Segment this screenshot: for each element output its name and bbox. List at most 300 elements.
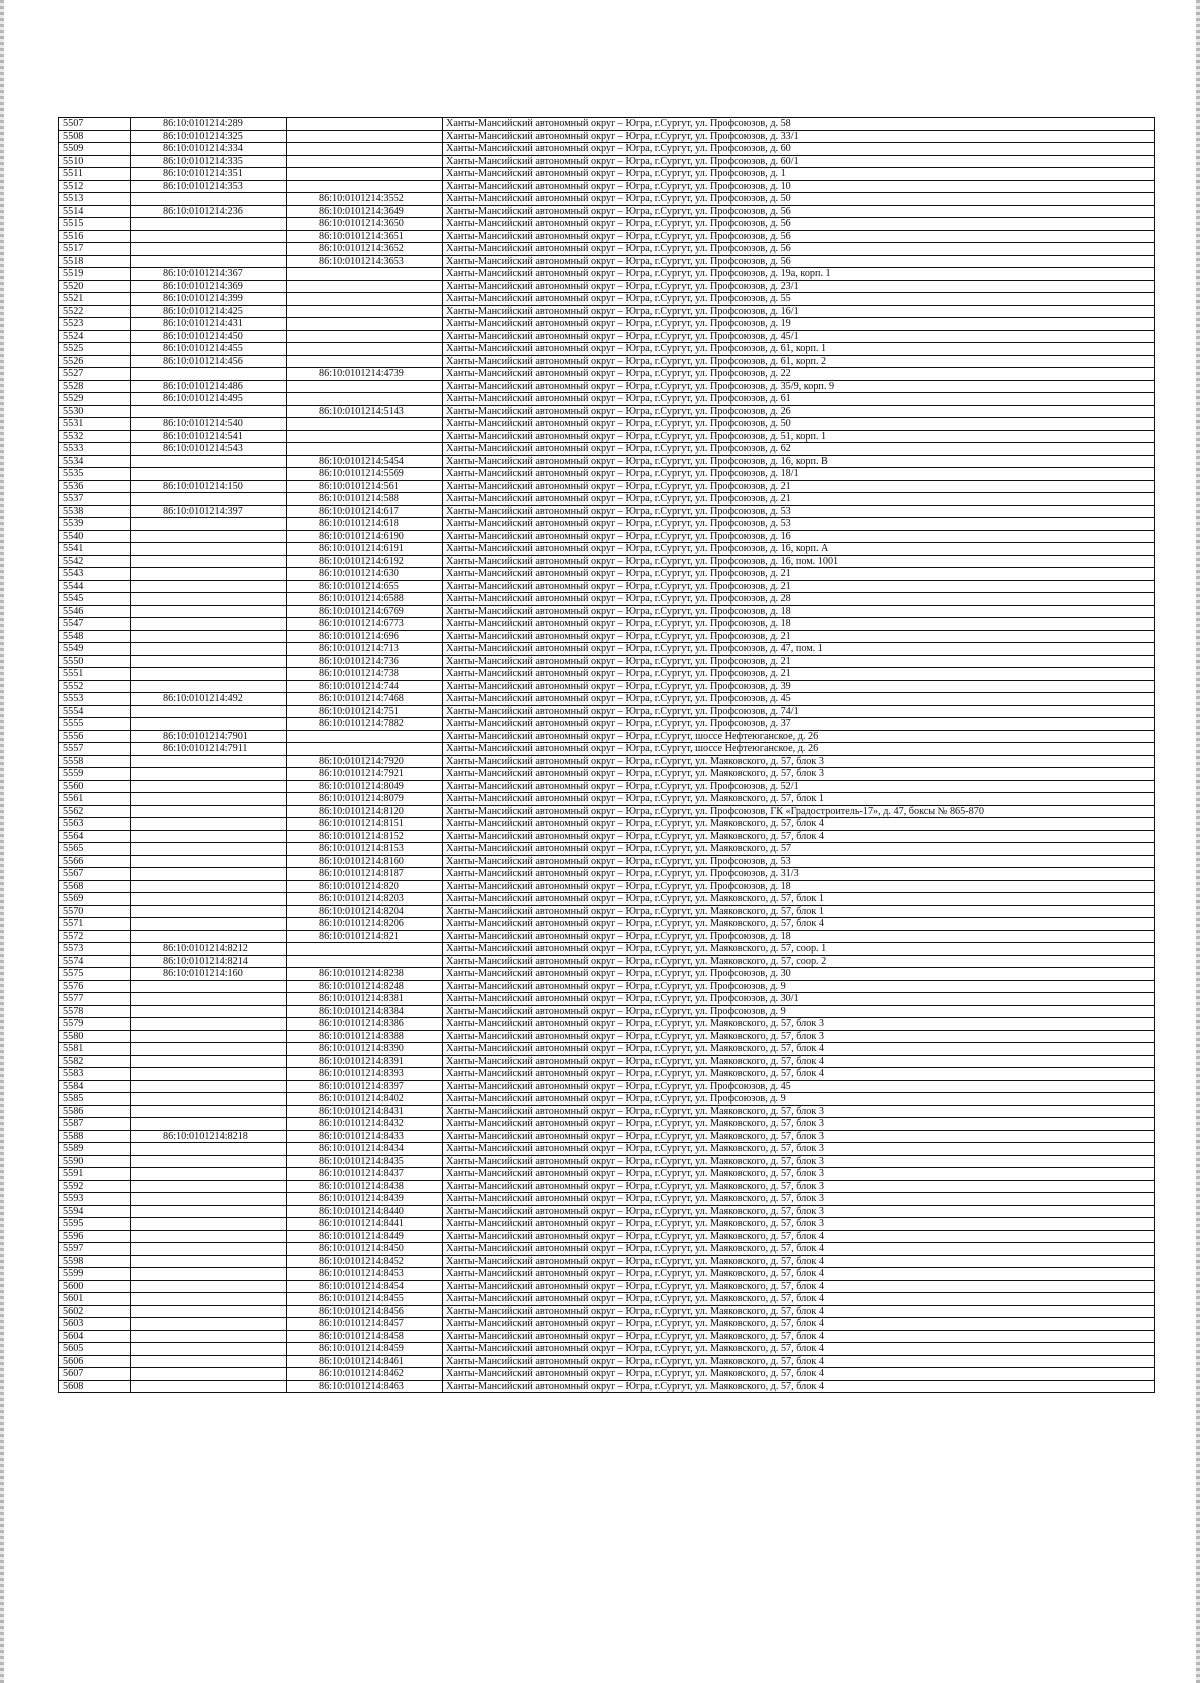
register-table (58, 117, 1155, 1393)
address-cell: Ханты-Мансийский автономный округ – Югра, г.Сургут, ул. Профсоюзов, д. 53 (443, 518, 1155, 531)
row-number-cell: 5568 (59, 880, 131, 893)
table-row (59, 180, 1155, 193)
address-cell: Ханты-Мансийский автономный округ – Югра, г.Сургут, ул. Профсоюзов, д. 35/9, корп. 9 (443, 380, 1155, 393)
address-cell: Ханты-Мансийский автономный округ – Югра, г.Сургут, ул. Маяковского, д. 57, блок 3 (443, 1155, 1155, 1168)
cadastral-number-cell: 86:10:0101214:335 (131, 155, 287, 168)
cadastral-number-cell (131, 1318, 287, 1331)
address-cell: Ханты-Мансийский автономный округ – Югра, г.Сургут, ул. Маяковского, д. 57, соор. 1 (443, 943, 1155, 956)
row-number-cell: 5564 (59, 830, 131, 843)
cadastral-number-cell (131, 1193, 287, 1206)
row-number-cell: 5552 (59, 680, 131, 693)
table-row (59, 643, 1155, 656)
address-cell: Ханты-Мансийский автономный округ – Югра, г.Сургут, ул. Маяковского, д. 57, блок 4 (443, 1043, 1155, 1056)
row-number-cell: 5567 (59, 868, 131, 881)
row-number-cell: 5513 (59, 193, 131, 206)
related-cadastral-number-cell: 86:10:0101214:6191 (287, 543, 443, 556)
address-cell: Ханты-Мансийский автономный округ – Югра, г.Сургут, ул. Профсоюзов, д. 18/1 (443, 468, 1155, 481)
row-number-cell: 5573 (59, 943, 131, 956)
table-row (59, 893, 1155, 906)
cadastral-number-cell (131, 1030, 287, 1043)
row-number-cell: 5562 (59, 805, 131, 818)
address-cell: Ханты-Мансийский автономный округ – Югра, г.Сургут, ул. Профсоюзов, д. 60 (443, 143, 1155, 156)
address-cell: Ханты-Мансийский автономный округ – Югра, г.Сургут, ул. Маяковского, д. 57 (443, 843, 1155, 856)
address-cell: Ханты-Мансийский автономный округ – Югра, г.Сургут, ул. Маяковского, д. 57, блок 1 (443, 893, 1155, 906)
cadastral-number-cell (131, 1155, 287, 1168)
related-cadastral-number-cell: 86:10:0101214:8463 (287, 1380, 443, 1393)
cadastral-number-cell (131, 580, 287, 593)
cadastral-number-cell (131, 230, 287, 243)
cadastral-number-cell (131, 1143, 287, 1156)
related-cadastral-number-cell: 86:10:0101214:8390 (287, 1043, 443, 1056)
address-cell: Ханты-Мансийский автономный округ – Югра, г.Сургут, ул. Профсоюзов, д. 61 (443, 393, 1155, 406)
address-cell: Ханты-Мансийский автономный округ – Югра, г.Сургут, шоссе Нефтеюганское, д. 26 (443, 730, 1155, 743)
cadastral-number-cell (131, 1180, 287, 1193)
address-cell: Ханты-Мансийский автономный округ – Югра, г.Сургут, шоссе Нефтеюганское, д. 26 (443, 743, 1155, 756)
table-row (59, 280, 1155, 293)
address-cell: Ханты-Мансийский автономный округ – Югра, г.Сургут, ул. Профсоюзов, д. 21 (443, 580, 1155, 593)
row-number-cell: 5539 (59, 518, 131, 531)
document-page (58, 117, 1155, 1393)
table-row (59, 868, 1155, 881)
row-number-cell: 5516 (59, 230, 131, 243)
cadastral-number-cell: 86:10:0101214:353 (131, 180, 287, 193)
cadastral-number-cell: 86:10:0101214:540 (131, 418, 287, 431)
table-row (59, 243, 1155, 256)
table-row (59, 1380, 1155, 1393)
related-cadastral-number-cell: 86:10:0101214:5454 (287, 455, 443, 468)
related-cadastral-number-cell (287, 130, 443, 143)
row-number-cell: 5605 (59, 1343, 131, 1356)
table-row (59, 1368, 1155, 1381)
related-cadastral-number-cell: 86:10:0101214:821 (287, 930, 443, 943)
cadastral-number-cell: 86:10:0101214:492 (131, 693, 287, 706)
table-row (59, 618, 1155, 631)
related-cadastral-number-cell: 86:10:0101214:8391 (287, 1055, 443, 1068)
cadastral-number-cell: 86:10:0101214:289 (131, 118, 287, 131)
cadastral-number-cell: 86:10:0101214:325 (131, 130, 287, 143)
row-number-cell: 5556 (59, 730, 131, 743)
table-row (59, 743, 1155, 756)
row-number-cell: 5580 (59, 1030, 131, 1043)
cadastral-number-cell (131, 993, 287, 1006)
address-cell: Ханты-Мансийский автономный округ – Югра, г.Сургут, ул. Маяковского, д. 57, блок 3 (443, 1118, 1155, 1131)
related-cadastral-number-cell (287, 330, 443, 343)
row-number-cell: 5563 (59, 818, 131, 831)
cadastral-number-cell (131, 1068, 287, 1081)
related-cadastral-number-cell: 86:10:0101214:6769 (287, 605, 443, 618)
table-row (59, 943, 1155, 956)
cadastral-number-cell (131, 905, 287, 918)
row-number-cell: 5591 (59, 1168, 131, 1181)
table-row (59, 968, 1155, 981)
related-cadastral-number-cell: 86:10:0101214:8434 (287, 1143, 443, 1156)
related-cadastral-number-cell: 86:10:0101214:8433 (287, 1130, 443, 1143)
row-number-cell: 5528 (59, 380, 131, 393)
table-row (59, 380, 1155, 393)
table-row (59, 405, 1155, 418)
table-row (59, 305, 1155, 318)
address-cell: Ханты-Мансийский автономный округ – Югра, г.Сургут, ул. Профсоюзов, д. 21 (443, 568, 1155, 581)
cadastral-number-cell (131, 918, 287, 931)
row-number-cell: 5560 (59, 780, 131, 793)
related-cadastral-number-cell: 86:10:0101214:8438 (287, 1180, 443, 1193)
cadastral-number-cell (131, 1118, 287, 1131)
related-cadastral-number-cell (287, 730, 443, 743)
related-cadastral-number-cell (287, 430, 443, 443)
row-number-cell: 5598 (59, 1255, 131, 1268)
cadastral-number-cell (131, 605, 287, 618)
cadastral-number-cell (131, 1080, 287, 1093)
related-cadastral-number-cell: 86:10:0101214:8431 (287, 1105, 443, 1118)
table-row (59, 193, 1155, 206)
cadastral-number-cell: 86:10:0101214:236 (131, 205, 287, 218)
cadastral-number-cell (131, 193, 287, 206)
related-cadastral-number-cell: 86:10:0101214:8153 (287, 843, 443, 856)
row-number-cell: 5521 (59, 293, 131, 306)
table-row (59, 455, 1155, 468)
cadastral-number-cell (131, 705, 287, 718)
cadastral-number-cell: 86:10:0101214:397 (131, 505, 287, 518)
table-row (59, 1205, 1155, 1218)
address-cell: Ханты-Мансийский автономный округ – Югра, г.Сургут, ул. Профсоюзов, д. 45 (443, 1080, 1155, 1093)
row-number-cell: 5537 (59, 493, 131, 506)
table-row (59, 205, 1155, 218)
related-cadastral-number-cell: 86:10:0101214:696 (287, 630, 443, 643)
cadastral-number-cell: 86:10:0101214:160 (131, 968, 287, 981)
row-number-cell: 5511 (59, 168, 131, 181)
address-cell: Ханты-Мансийский автономный округ – Югра, г.Сургут, ул. Профсоюзов, д. 56 (443, 205, 1155, 218)
table-row (59, 1043, 1155, 1056)
row-number-cell: 5525 (59, 343, 131, 356)
table-row (59, 568, 1155, 581)
row-number-cell: 5538 (59, 505, 131, 518)
related-cadastral-number-cell (287, 168, 443, 181)
address-cell: Ханты-Мансийский автономный округ – Югра, г.Сургут, ул. Маяковского, д. 57, блок 4 (443, 1318, 1155, 1331)
table-row (59, 793, 1155, 806)
related-cadastral-number-cell: 86:10:0101214:588 (287, 493, 443, 506)
row-number-cell: 5550 (59, 655, 131, 668)
row-number-cell: 5557 (59, 743, 131, 756)
address-cell: Ханты-Мансийский автономный округ – Югра, г.Сургут, ул. Профсоюзов, д. 28 (443, 593, 1155, 606)
table-row (59, 1355, 1155, 1368)
table-row (59, 1130, 1155, 1143)
table-row (59, 1268, 1155, 1281)
related-cadastral-number-cell: 86:10:0101214:8456 (287, 1305, 443, 1318)
related-cadastral-number-cell (287, 268, 443, 281)
address-cell: Ханты-Мансийский автономный округ – Югра, г.Сургут, ул. Профсоюзов, д. 53 (443, 505, 1155, 518)
row-number-cell: 5527 (59, 368, 131, 381)
related-cadastral-number-cell (287, 318, 443, 331)
table-row (59, 905, 1155, 918)
row-number-cell: 5544 (59, 580, 131, 593)
table-row (59, 1155, 1155, 1168)
cadastral-number-cell (131, 493, 287, 506)
row-number-cell: 5520 (59, 280, 131, 293)
address-cell: Ханты-Мансийский автономный округ – Югра, г.Сургут, ул. Профсоюзов, д. 50 (443, 418, 1155, 431)
table-row (59, 168, 1155, 181)
row-number-cell: 5599 (59, 1268, 131, 1281)
table-row (59, 1305, 1155, 1318)
row-number-cell: 5507 (59, 118, 131, 131)
address-cell: Ханты-Мансийский автономный округ – Югра, г.Сургут, ул. Профсоюзов, д. 18 (443, 605, 1155, 618)
cadastral-number-cell: 86:10:0101214:351 (131, 168, 287, 181)
table-row (59, 680, 1155, 693)
table-row (59, 818, 1155, 831)
table-row (59, 255, 1155, 268)
related-cadastral-number-cell: 86:10:0101214:4739 (287, 368, 443, 381)
address-cell: Ханты-Мансийский автономный округ – Югра, г.Сургут, ул. Профсоюзов, д. 52/1 (443, 780, 1155, 793)
table-row (59, 730, 1155, 743)
table-row (59, 1068, 1155, 1081)
address-cell: Ханты-Мансийский автономный округ – Югра, г.Сургут, ул. Маяковского, д. 57, блок 3 (443, 1130, 1155, 1143)
row-number-cell: 5532 (59, 430, 131, 443)
cadastral-number-cell (131, 255, 287, 268)
related-cadastral-number-cell: 86:10:0101214:8079 (287, 793, 443, 806)
row-number-cell: 5574 (59, 955, 131, 968)
table-row (59, 655, 1155, 668)
related-cadastral-number-cell: 86:10:0101214:8152 (287, 830, 443, 843)
row-number-cell: 5548 (59, 630, 131, 643)
cadastral-number-cell: 86:10:0101214:367 (131, 268, 287, 281)
related-cadastral-number-cell: 86:10:0101214:3552 (287, 193, 443, 206)
table-row (59, 605, 1155, 618)
row-number-cell: 5593 (59, 1193, 131, 1206)
table-row (59, 1005, 1155, 1018)
table-row (59, 593, 1155, 606)
row-number-cell: 5579 (59, 1018, 131, 1031)
cadastral-number-cell (131, 530, 287, 543)
row-number-cell: 5530 (59, 405, 131, 418)
cadastral-number-cell (131, 668, 287, 681)
cadastral-number-cell (131, 780, 287, 793)
row-number-cell: 5586 (59, 1105, 131, 1118)
cadastral-number-cell: 86:10:0101214:541 (131, 430, 287, 443)
row-number-cell: 5551 (59, 668, 131, 681)
cadastral-number-cell: 86:10:0101214:456 (131, 355, 287, 368)
cadastral-number-cell (131, 518, 287, 531)
related-cadastral-number-cell: 86:10:0101214:8452 (287, 1255, 443, 1268)
cadastral-number-cell: 86:10:0101214:486 (131, 380, 287, 393)
cadastral-number-cell (131, 793, 287, 806)
cadastral-number-cell (131, 568, 287, 581)
table-row (59, 1218, 1155, 1231)
related-cadastral-number-cell: 86:10:0101214:617 (287, 505, 443, 518)
cadastral-number-cell (131, 455, 287, 468)
related-cadastral-number-cell: 86:10:0101214:3650 (287, 218, 443, 231)
address-cell: Ханты-Мансийский автономный округ – Югра, г.Сургут, ул. Профсоюзов, д. 9 (443, 1005, 1155, 1018)
address-cell: Ханты-Мансийский автономный округ – Югра, г.Сургут, ул. Профсоюзов, д. 62 (443, 443, 1155, 456)
address-cell: Ханты-Мансийский автономный округ – Югра, г.Сургут, ул. Профсоюзов, д. 39 (443, 680, 1155, 693)
row-number-cell: 5569 (59, 893, 131, 906)
table-row (59, 505, 1155, 518)
row-number-cell: 5554 (59, 705, 131, 718)
address-cell: Ханты-Мансийский автономный округ – Югра, г.Сургут, ул. Профсоюзов, д. 9 (443, 1093, 1155, 1106)
cadastral-number-cell (131, 1305, 287, 1318)
related-cadastral-number-cell: 86:10:0101214:8120 (287, 805, 443, 818)
related-cadastral-number-cell: 86:10:0101214:8381 (287, 993, 443, 1006)
cadastral-number-cell (131, 1005, 287, 1018)
related-cadastral-number-cell: 86:10:0101214:618 (287, 518, 443, 531)
row-number-cell: 5533 (59, 443, 131, 456)
related-cadastral-number-cell: 86:10:0101214:8461 (287, 1355, 443, 1368)
address-cell: Ханты-Мансийский автономный округ – Югра, г.Сургут, ул. Маяковского, д. 57, блок 4 (443, 918, 1155, 931)
address-cell: Ханты-Мансийский автономный округ – Югра, г.Сургут, ул. Маяковского, д. 57, блок 4 (443, 1368, 1155, 1381)
address-cell: Ханты-Мансийский автономный округ – Югра, г.Сургут, ул. Профсоюзов, д. 26 (443, 405, 1155, 418)
address-cell: Ханты-Мансийский автономный округ – Югра, г.Сургут, ул. Маяковского, д. 57, блок 4 (443, 1330, 1155, 1343)
address-cell: Ханты-Мансийский автономный округ – Югра, г.Сургут, ул. Профсоюзов, д. 37 (443, 718, 1155, 731)
related-cadastral-number-cell (287, 180, 443, 193)
address-cell: Ханты-Мансийский автономный округ – Югра, г.Сургут, ул. Маяковского, д. 57, блок 4 (443, 1355, 1155, 1368)
cadastral-number-cell (131, 893, 287, 906)
address-cell: Ханты-Мансийский автономный округ – Югра, г.Сургут, ул. Маяковского, д. 57, блок 4 (443, 1305, 1155, 1318)
row-number-cell: 5534 (59, 455, 131, 468)
table-row (59, 693, 1155, 706)
address-cell: Ханты-Мансийский автономный округ – Югра, г.Сургут, ул. Маяковского, д. 57, блок 3 (443, 1180, 1155, 1193)
related-cadastral-number-cell: 86:10:0101214:7921 (287, 768, 443, 781)
row-number-cell: 5518 (59, 255, 131, 268)
row-number-cell: 5541 (59, 543, 131, 556)
row-number-cell: 5600 (59, 1280, 131, 1293)
cadastral-number-cell: 86:10:0101214:8218 (131, 1130, 287, 1143)
cadastral-number-cell (131, 405, 287, 418)
table-row (59, 918, 1155, 931)
related-cadastral-number-cell: 86:10:0101214:6773 (287, 618, 443, 631)
row-number-cell: 5585 (59, 1093, 131, 1106)
cadastral-number-cell (131, 243, 287, 256)
related-cadastral-number-cell: 86:10:0101214:655 (287, 580, 443, 593)
cadastral-number-cell: 86:10:0101214:150 (131, 480, 287, 493)
related-cadastral-number-cell: 86:10:0101214:8455 (287, 1293, 443, 1306)
table-row (59, 1280, 1155, 1293)
cadastral-number-cell (131, 1330, 287, 1343)
address-cell: Ханты-Мансийский автономный округ – Югра, г.Сургут, ул. Профсоюзов, д. 21 (443, 480, 1155, 493)
table-row (59, 630, 1155, 643)
related-cadastral-number-cell (287, 280, 443, 293)
address-cell: Ханты-Мансийский автономный округ – Югра, г.Сургут, ул. Маяковского, д. 57, блок 4 (443, 1055, 1155, 1068)
row-number-cell: 5584 (59, 1080, 131, 1093)
address-cell: Ханты-Мансийский автономный округ – Югра, г.Сургут, ул. Профсоюзов, д. 30 (443, 968, 1155, 981)
related-cadastral-number-cell: 86:10:0101214:751 (287, 705, 443, 718)
related-cadastral-number-cell (287, 143, 443, 156)
cadastral-number-cell (131, 468, 287, 481)
row-number-cell: 5583 (59, 1068, 131, 1081)
related-cadastral-number-cell: 86:10:0101214:8459 (287, 1343, 443, 1356)
cadastral-number-cell (131, 1043, 287, 1056)
address-cell: Ханты-Мансийский автономный округ – Югра, г.Сургут, ул. Профсоюзов, д. 74/1 (443, 705, 1155, 718)
related-cadastral-number-cell (287, 305, 443, 318)
address-cell: Ханты-Мансийский автономный округ – Югра, г.Сургут, ул. Профсоюзов, д. 21 (443, 493, 1155, 506)
cadastral-number-cell: 86:10:0101214:455 (131, 343, 287, 356)
cadastral-number-cell (131, 1205, 287, 1218)
related-cadastral-number-cell (287, 393, 443, 406)
cadastral-number-cell (131, 1280, 287, 1293)
table-row (59, 1093, 1155, 1106)
address-cell: Ханты-Мансийский автономный округ – Югра, г.Сургут, ул. Маяковского, д. 57, блок 4 (443, 1268, 1155, 1281)
cadastral-number-cell (131, 830, 287, 843)
table-row (59, 1230, 1155, 1243)
table-row (59, 1243, 1155, 1256)
table-row (59, 1255, 1155, 1268)
related-cadastral-number-cell: 86:10:0101214:8160 (287, 855, 443, 868)
related-cadastral-number-cell: 86:10:0101214:3653 (287, 255, 443, 268)
cadastral-number-cell (131, 1368, 287, 1381)
related-cadastral-number-cell: 86:10:0101214:8457 (287, 1318, 443, 1331)
row-number-cell: 5529 (59, 393, 131, 406)
row-number-cell: 5510 (59, 155, 131, 168)
cadastral-number-cell (131, 1230, 287, 1243)
cadastral-number-cell: 86:10:0101214:7911 (131, 743, 287, 756)
address-cell: Ханты-Мансийский автономный округ – Югра, г.Сургут, ул. Профсоюзов, д. 33/1 (443, 130, 1155, 143)
related-cadastral-number-cell: 86:10:0101214:8458 (287, 1330, 443, 1343)
cadastral-number-cell (131, 643, 287, 656)
cadastral-number-cell: 86:10:0101214:334 (131, 143, 287, 156)
address-cell: Ханты-Мансийский автономный округ – Югра, г.Сургут, ул. Маяковского, д. 57, блок 3 (443, 1193, 1155, 1206)
cadastral-number-cell (131, 1218, 287, 1231)
table-row (59, 293, 1155, 306)
related-cadastral-number-cell (287, 743, 443, 756)
address-cell: Ханты-Мансийский автономный округ – Югра, г.Сургут, ул. Профсоюзов, д. 23/1 (443, 280, 1155, 293)
row-number-cell: 5549 (59, 643, 131, 656)
related-cadastral-number-cell (287, 355, 443, 368)
related-cadastral-number-cell: 86:10:0101214:6588 (287, 593, 443, 606)
cadastral-number-cell (131, 980, 287, 993)
address-cell: Ханты-Мансийский автономный округ – Югра, г.Сургут, ул. Профсоюзов, д. 16 (443, 530, 1155, 543)
row-number-cell: 5604 (59, 1330, 131, 1343)
address-cell: Ханты-Мансийский автономный округ – Югра, г.Сургут, ул. Маяковского, д. 57, блок 3 (443, 768, 1155, 781)
address-cell: Ханты-Мансийский автономный округ – Югра, г.Сургут, ул. Профсоюзов, д. 19 (443, 318, 1155, 331)
table-row (59, 1055, 1155, 1068)
row-number-cell: 5572 (59, 930, 131, 943)
address-cell: Ханты-Мансийский автономный округ – Югра, г.Сургут, ул. Профсоюзов, д. 18 (443, 880, 1155, 893)
table-row (59, 468, 1155, 481)
address-cell: Ханты-Мансийский автономный округ – Югра, г.Сургут, ул. Маяковского, д. 57, блок 4 (443, 1243, 1155, 1256)
address-cell: Ханты-Мансийский автономный округ – Югра, г.Сургут, ул. Профсоюзов, д. 16, пом. 1001 (443, 555, 1155, 568)
table-row (59, 430, 1155, 443)
table-row (59, 1143, 1155, 1156)
row-number-cell: 5571 (59, 918, 131, 931)
address-cell: Ханты-Мансийский автономный округ – Югра, г.Сургут, ул. Профсоюзов, д. 19а, корп. 1 (443, 268, 1155, 281)
cadastral-number-cell (131, 1293, 287, 1306)
cadastral-number-cell (131, 593, 287, 606)
row-number-cell: 5607 (59, 1368, 131, 1381)
address-cell: Ханты-Мансийский автономный округ – Югра, г.Сургут, ул. Маяковского, д. 57, блок 4 (443, 1380, 1155, 1393)
related-cadastral-number-cell: 86:10:0101214:7920 (287, 755, 443, 768)
row-number-cell: 5602 (59, 1305, 131, 1318)
cadastral-number-cell: 86:10:0101214:431 (131, 318, 287, 331)
row-number-cell: 5587 (59, 1118, 131, 1131)
address-cell: Ханты-Мансийский автономный округ – Югра, г.Сургут, ул. Маяковского, д. 57, блок 3 (443, 1218, 1155, 1231)
table-row (59, 718, 1155, 731)
table-row (59, 480, 1155, 493)
row-number-cell: 5526 (59, 355, 131, 368)
row-number-cell: 5608 (59, 1380, 131, 1393)
table-row (59, 1330, 1155, 1343)
row-number-cell: 5519 (59, 268, 131, 281)
row-number-cell: 5514 (59, 205, 131, 218)
table-row (59, 768, 1155, 781)
cadastral-number-cell: 86:10:0101214:450 (131, 330, 287, 343)
related-cadastral-number-cell: 86:10:0101214:8388 (287, 1030, 443, 1043)
table-row (59, 543, 1155, 556)
table-row (59, 130, 1155, 143)
row-number-cell: 5576 (59, 980, 131, 993)
table-row (59, 580, 1155, 593)
address-cell: Ханты-Мансийский автономный округ – Югра, г.Сургут, ул. Профсоюзов, д. 10 (443, 180, 1155, 193)
address-cell: Ханты-Мансийский автономный округ – Югра, г.Сургут, ул. Профсоюзов, д. 16, корп. В (443, 455, 1155, 468)
cadastral-number-cell (131, 768, 287, 781)
related-cadastral-number-cell: 86:10:0101214:744 (287, 680, 443, 693)
related-cadastral-number-cell: 86:10:0101214:8238 (287, 968, 443, 981)
